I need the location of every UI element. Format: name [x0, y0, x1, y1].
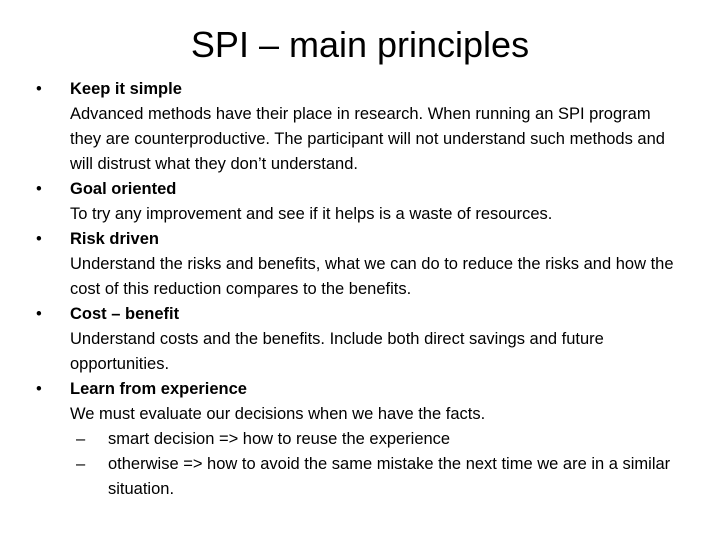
bullet-learn-from-experience	[36, 377, 686, 502]
bullet-risk-driven	[36, 227, 686, 302]
dash-icon: –	[76, 430, 86, 448]
bullet-dot-icon: •	[36, 180, 42, 198]
bullet-goal-oriented	[36, 177, 686, 227]
bullet-text: Advanced methods have their place in research. When running an SPI program they are counterproductive. The participant will not understand such methods and will distrust what they don’t understand.	[70, 105, 665, 173]
bullet-list	[36, 77, 686, 502]
sub-bullet-text: otherwise => how to avoid the same mistake the next time we are in a similar situation.	[108, 455, 671, 498]
bullet-heading: Risk driven	[70, 230, 159, 248]
bullet-text: Understand the risks and benefits, what we can do to reduce the risks and how the cost of this reduction compares to the benefits.	[70, 255, 674, 298]
slide-title: SPI – main principles	[190, 24, 530, 65]
sub-bullet-text: smart decision => how to reuse the experience	[108, 430, 451, 448]
bullet-dot-icon: •	[36, 380, 42, 398]
bullet-heading: Keep it simple	[70, 80, 182, 98]
bullet-keep-it-simple	[36, 77, 686, 177]
bullet-heading: Learn from experience	[70, 380, 247, 398]
bullet-dot-icon: •	[36, 305, 42, 323]
bullet-cost-benefit	[36, 302, 686, 377]
bullet-heading: Goal oriented	[70, 180, 177, 198]
sub-bullet-item	[76, 427, 686, 452]
dash-icon: –	[76, 455, 86, 473]
bullet-text: We must evaluate our decisions when we have the facts.	[70, 405, 486, 423]
bullet-dot-icon: •	[36, 80, 42, 98]
sub-bullet-item	[76, 452, 686, 502]
bullet-heading: Cost – benefit	[70, 305, 180, 323]
bullet-dot-icon: •	[36, 230, 42, 248]
sub-bullet-list	[70, 427, 686, 502]
bullet-text: To try any improvement and see if it helps is a waste of resources.	[70, 205, 553, 223]
bullet-text: Understand costs and the benefits. Include both direct savings and future opportunities.	[70, 330, 604, 373]
